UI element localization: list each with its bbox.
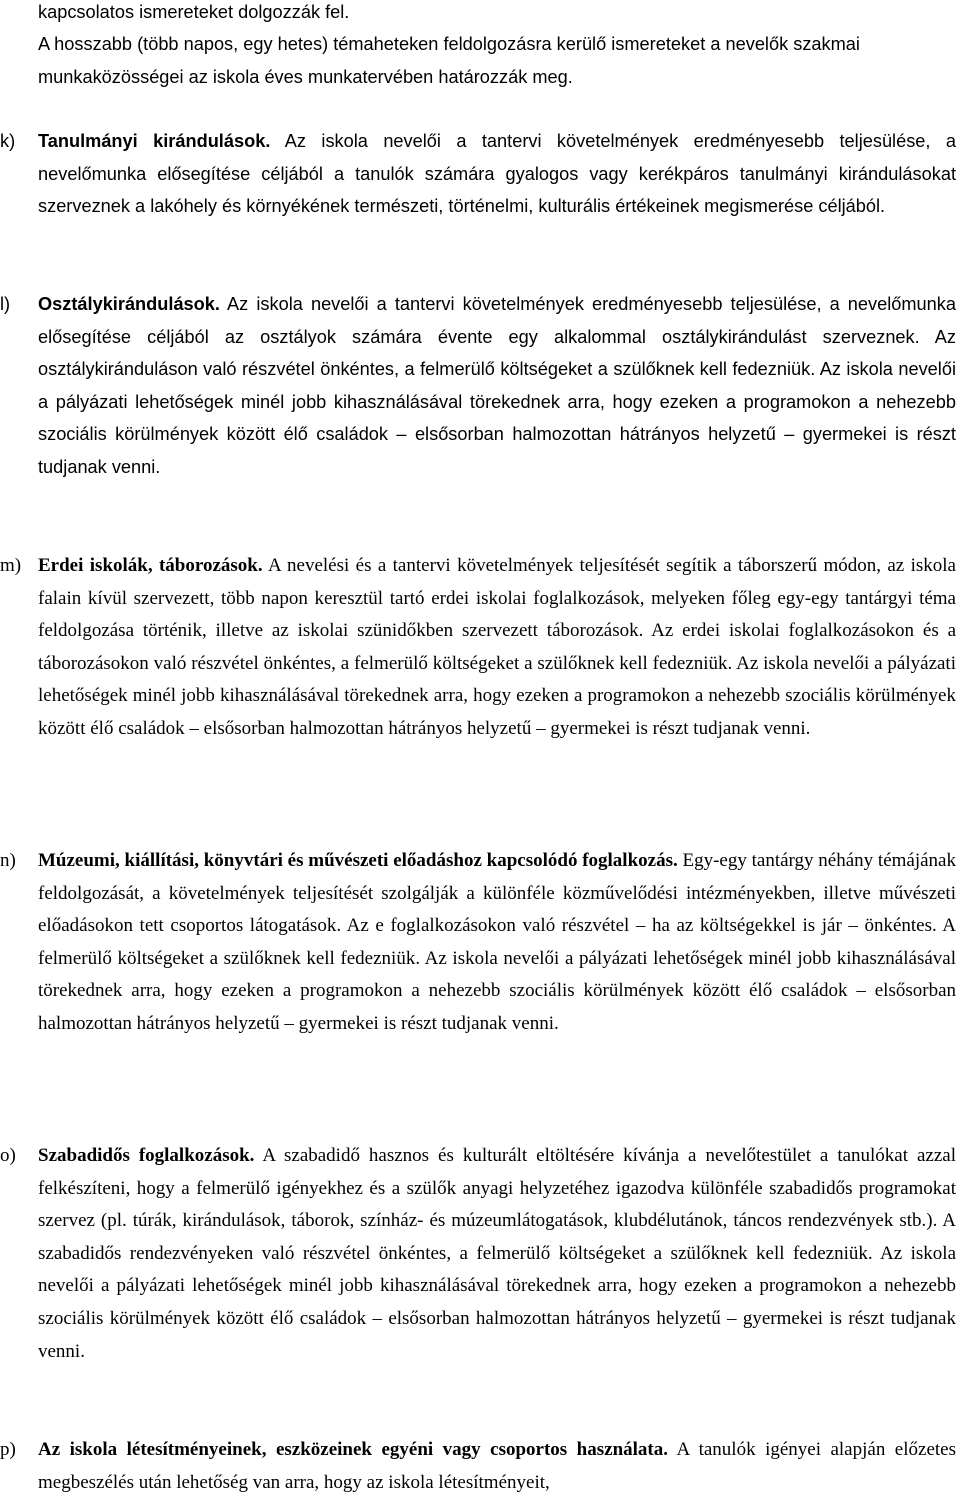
section-heading-m: Erdei iskolák, táborozások.	[38, 555, 263, 576]
intro-continuation-text: kapcsolatos ismereteket dolgozzák fel.	[38, 2, 350, 22]
section-body-p: A tanulók igényei alapján előzetes megbeszélés után lehetőség van arra, hogy az iskola létesítményeit,	[38, 1439, 956, 1493]
section-heading-o: Szabadidős foglalkozások.	[38, 1145, 255, 1166]
section-marker-k: k)	[0, 131, 16, 151]
intro-continuation	[38, 0, 956, 29]
section-heading-p: Az iskola létesítményeinek, eszközeinek egyéni vagy csoportos használata.	[38, 1439, 668, 1460]
section-heading-l: Osztálykirándulások.	[38, 294, 220, 314]
section-marker-p: p)	[0, 1439, 16, 1460]
section-marker-o: o)	[0, 1145, 16, 1166]
section-p	[0, 1434, 956, 1499]
section-body-n: Egy-egy tantárgy néhány témájának feldolgozását, a követelmények teljesítését szolgálják a különféle közművelődési intézményekben, illetve művészeti előadásokon tett csoportos látogatások. Az e foglalkozásokon való részvétel – ha az költségekkel is jár – önkéntes. A felmerülő költségeket a szülőknek kell fedezniük. Az iskola nevelői a pályázati lehetőségek minél jobb kihasználásával törekednek arra, hogy ezeken a programokon a nehezebb szociális körülmények között élő családok – elsősorban halmozottan hátrányos helyzetű – gyermekei is részt tudjanak venni.	[38, 850, 956, 1034]
intro-paragraph	[38, 28, 956, 93]
section-body-l-part1: Az iskola nevelői a tantervi követelmények eredményesebb teljesülése, a nevelőmunka elősegítése céljából az osztályok számára évente egy alkalommal osztálykirándulást szerveznek. Az osztálykiránduláson való részvétel önkéntes, a felmerülő költségeket a szülőknek kell fedezniük.	[38, 294, 956, 380]
section-marker-m: m)	[0, 555, 22, 576]
section-o	[0, 1140, 956, 1368]
section-marker-l: l)	[0, 294, 11, 314]
section-k	[0, 125, 956, 223]
section-body-k: Az iskola nevelői a tantervi követelmények eredményesebb teljesülése, a nevelőmunka elősegítése céljából a tanulók számára gyalogos vagy kerékpáros tanulmányi kirándulásokat szerveznek a lakóhely és környékének természeti, történelmi, kulturális értékeinek megismerése céljából.	[38, 131, 956, 217]
section-body-o: A szabadidő hasznos és kulturált eltöltésére kívánja a nevelőtestület a tanulókat azzal felkészíteni, hogy a felmerülő igényekhez és a szülők anyagi helyzetéhez igazodva különféle szabadidős programokat szervez (pl. túrák, kirándulások, táborok, színház- és múzeumlátogatások, klubdélutánok, táncos rendezvények stb.). A szabadidős rendezvényeken való részvétel önkéntes, a felmerülő költségeket a szülőknek kell fedezniük. Az iskola nevelői a pályázati lehetőségek minél jobb kihasználásával törekednek arra, hogy ezeken a programokon a nehezebb szociális körülmények között élő családok – elsősorban halmozottan hátrányos helyzetű – gyermekei is részt tudjanak venni.	[38, 1145, 956, 1362]
section-body-m: A nevelési és a tantervi követelmények teljesítését segítik a táborszerű módon, az iskola falain kívül szervezett, több napon keresztül tartó erdei iskolai foglalkozások, melyeken főleg egy-egy tantárgyi téma feldolgozása történik, illetve az iskolai szünidőkben szervezett táborozások. Az erdei iskolai foglalkozásokon és a táborozásokon való részvétel önkéntes, a felmerülő költségeket a szülőknek kell fedezniük. Az iskola nevelői a pályázati lehetőségek minél jobb kihasználásával törekednek arra, hogy ezeken a programokon a nehezebb szociális körülmények között élő családok – elsősorban halmozottan hátrányos helyzetű – gyermekei is részt tudjanak venni.	[38, 555, 956, 739]
section-heading-n: Múzeumi, kiállítási, könyvtári és művészeti előadáshoz kapcsolódó foglalkozás.	[38, 850, 678, 871]
section-marker-n: n)	[0, 850, 16, 871]
section-l	[0, 288, 956, 484]
section-n	[0, 845, 956, 1041]
section-body-l-part2: Az iskola nevelői a pályázati lehetőségek minél jobb kihasználásával törekednek arra, hogy ezeken a programokon a nehezebb szociális körülmények között élő családok – elsősorban halmozottan hátrányos helyzetű – gyermekei is részt tudjanak venni.	[38, 359, 956, 477]
section-heading-k: Tanulmányi kirándulások.	[38, 131, 271, 151]
intro-paragraph-text: A hosszabb (több napos, egy hetes) témaheteken feldolgozásra kerülő ismereteket a nevelők szakmai munkaközösségei az iskola éves munkatervében határozzák meg.	[38, 34, 860, 87]
section-m	[0, 550, 956, 746]
